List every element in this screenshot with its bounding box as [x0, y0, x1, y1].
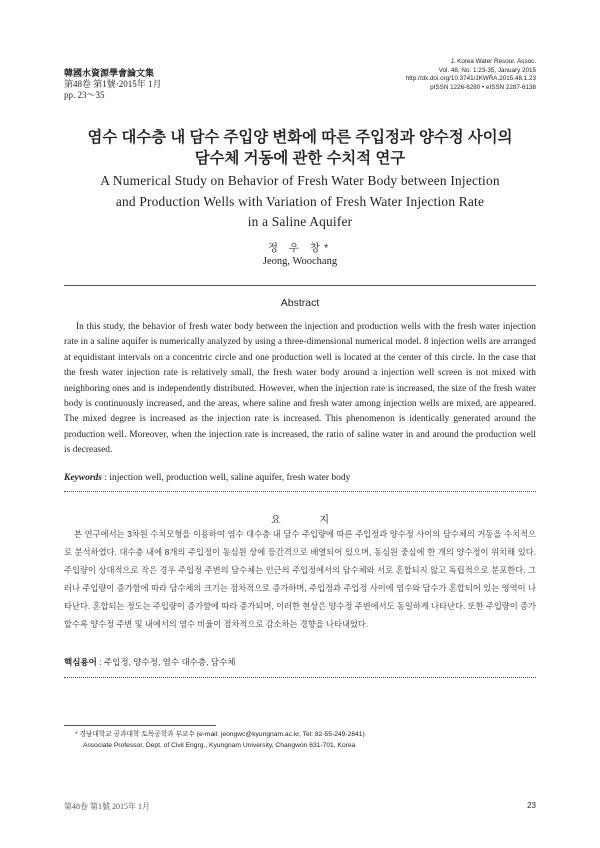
volume-issue: 第48卷 第1號·2015年 1月 — [64, 79, 162, 89]
author-korean: 정 우 창* — [267, 242, 333, 254]
page-range: pp. 23～35 — [64, 90, 105, 100]
abstract-heading: Abstract — [280, 297, 320, 309]
vol-line: Vol. 48, No. 1:23-35, January 2015 — [438, 66, 536, 74]
title-english-line1: A Numerical Study on Behavior of Fresh Water Body between Injection — [100, 173, 500, 188]
journal-name: 韓國水資源學會論文集 — [64, 68, 155, 78]
korean-abstract-bottom-rule — [64, 677, 536, 678]
footer-issue: 第48卷 第1號 2015年 1月 — [64, 802, 150, 811]
korean-abstract-heading: 요 지 — [270, 515, 348, 526]
keywords-korean-label: 핵심용어 — [64, 657, 97, 667]
abstract-body: In this study, the behavior of fresh water body between the injection and production wells with the fresh water injection rate in a saline aquifer is numerically analyzed by using a three-dimensional numerical model. 8 injection wells are arranged at equidistant intervals on a concentric circle and one production well is located at the center of this circle. In the case that the fresh water injection rate is relatively small, the fresh water body around a injection well screen is not mixed with neighboring ones and is independently distributed. However, when the injection rate is increased, the size of the fresh water body is continuously increased, and the areas, where saline and fresh water among injection wells are mixed, are appeared. The mixed degree is increased as the injection rate is increased. This phenomenon is identically generated around the production well. Moreover, when the injection rate is increased, the ratio of saline water in and around the production well is decreased. — [64, 322, 536, 456]
abstract-bottom-rule — [64, 491, 536, 492]
journal-header-left — [64, 68, 162, 101]
footnote-rule — [64, 725, 216, 726]
author-english: Jeong, Woochang — [262, 256, 338, 267]
keywords-korean-separator: : — [96, 657, 104, 667]
footnote-line1: * 경남대학교 공과대학 토목공학과 부교수 (e-mail: jeongwc@kyungnam.ac.kr, Tel: 82-55-249-2641) — [75, 731, 365, 738]
author-footnote — [75, 730, 365, 751]
title-korean-line2: 담수체 거동에 관한 수치적 연구 — [194, 150, 406, 167]
journal-abbrev: J. Korea Water Resour. Assoc. — [450, 58, 536, 65]
keywords-korean — [64, 656, 536, 668]
keywords-english — [64, 471, 536, 485]
title-korean-line1: 염수 대수층 내 담수 주입양 변화에 따른 주입정과 양수정 사이의 — [87, 129, 513, 146]
korean-abstract-body: 본 연구에서는 3차원 수치모형을 이용하여 염수 대수층 내 담수 주입량에 따른 주입정과 양수정 사이의 담수체의 거동을 수치적으로 분석하였다. 대수층 내에 8개의 주입정이 동심원 상에 등간격으로 배열되어 있으며, 동심원 중심에 한 개의 양수정이 위치해 있다. 주입량이 상대적으로 작은 경우 주입정 주변의 담수체는 인근의 주입정에서의 담수체와 서로 혼합되지 않고 독립적으로 분포한다. 그러나 주입량이 증가함에 따라 담수체의 크기는 점차적으로 증가하며, 주입정과 주입정 사이에 염수와 담수가 혼합되어 있는 영역이 나타난다. 혼합되는 정도는 주입량이 증가함에 따라 증가되며, 이러한 현상은 양수정 주변에서도 동일하게 나타난다. 또한 주입량이 증가할수록 양수정 주변 및 내에서의 염수 비율이 점차적으로 감소하는 경향을 나타내었다. — [64, 530, 536, 630]
keywords-korean-list: 주입정, 양수정, 염수 대수층, 담수체 — [103, 657, 236, 667]
keywords-separator: : — [102, 473, 110, 483]
keywords-label: Keywords — [64, 473, 102, 483]
title-english-line3: in a Saline Aquifer — [247, 214, 353, 229]
abstract-top-rule — [64, 285, 536, 286]
keywords-list: injection well, production well, saline aquifer, fresh water body — [109, 473, 351, 483]
title-korean — [0, 127, 600, 169]
issn: pISSN 1226-6280 • eISSN 2287-6138 — [430, 83, 536, 91]
journal-header-right — [406, 58, 536, 92]
footnote-line2: Associate Professor, Dept. of Civil Engrg., Kyungnam University, Changwon 631-701, Korea — [83, 741, 356, 749]
doi-link[interactable]: http://dx.doi.org/10.3741/JKWRA.2015.48.1.23 — [405, 75, 536, 83]
title-english-line2: and Production Wells with Variation of Fresh Water Injection Rate — [115, 193, 485, 209]
title-english — [0, 171, 600, 233]
page-number: 23 — [527, 801, 536, 810]
